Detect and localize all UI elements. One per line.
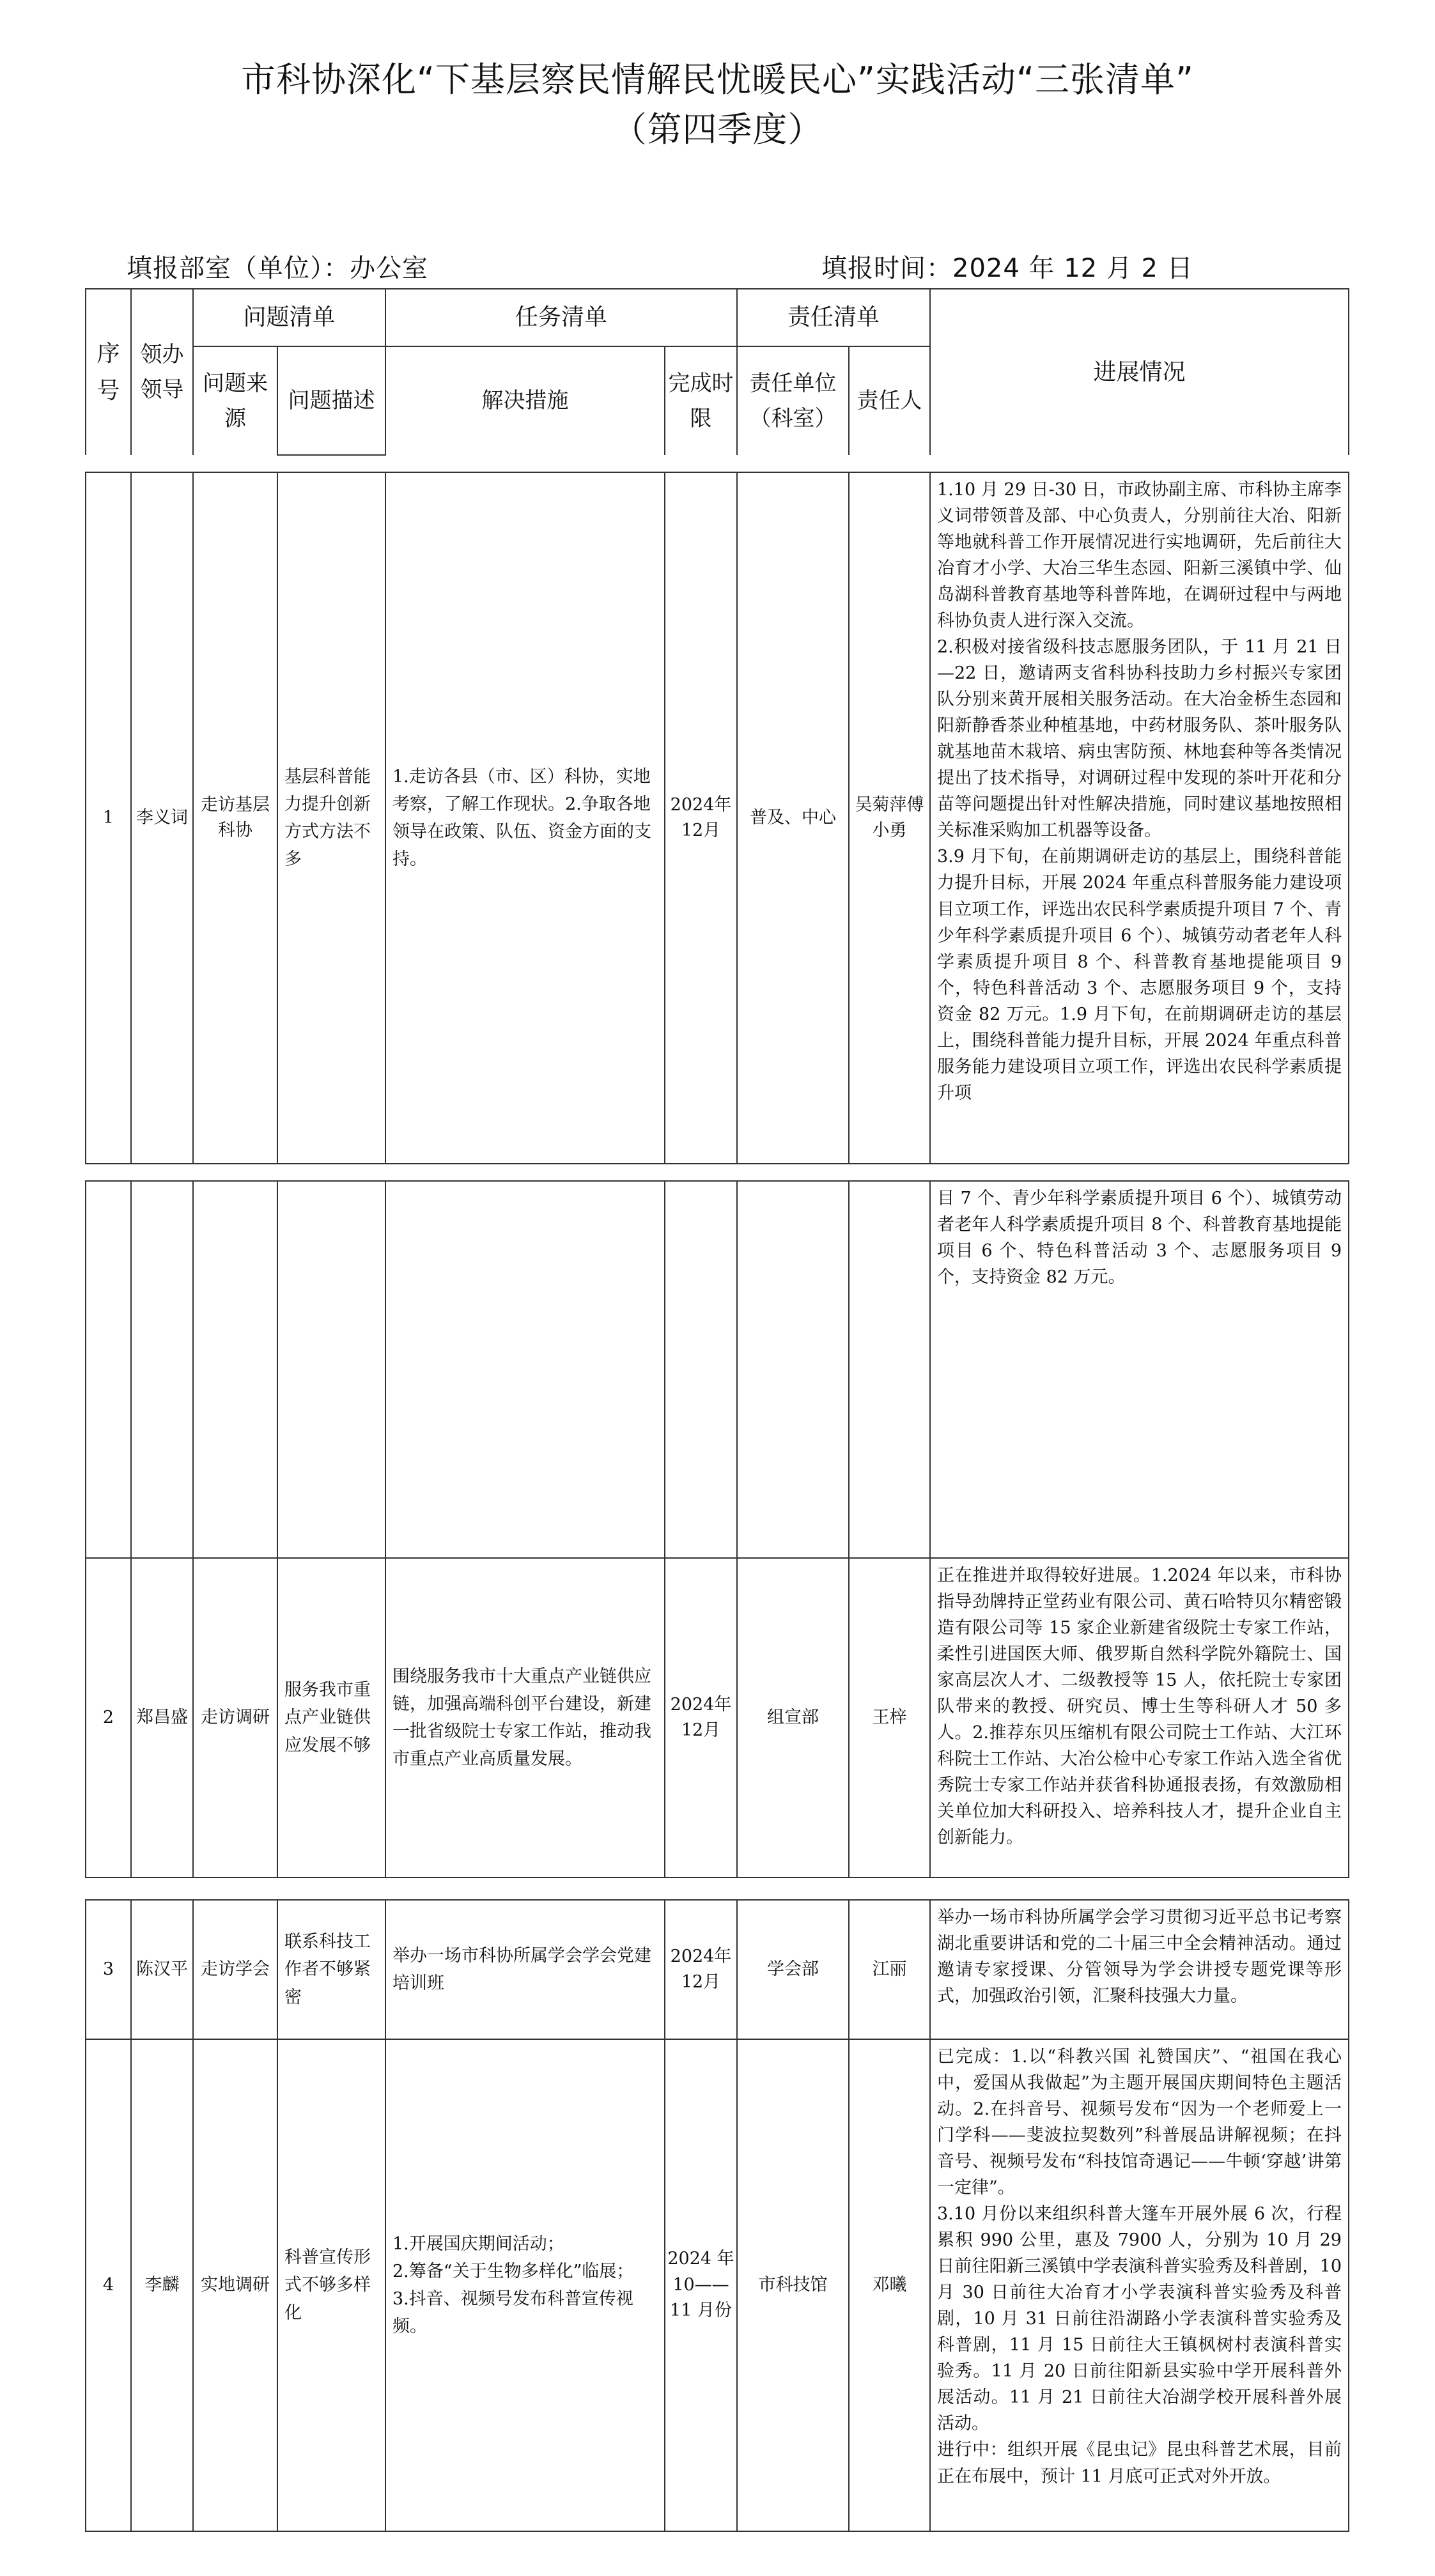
progress-item: 3.9 月下旬，在前期调研走访的基层上，围绕科普能力提升目标，开展 2024 年重点科普服务能力建设项目立项工作，评选出农民科学素质提升项目 7 个、青少年科学素质提升项目 6 个）、城镇劳动者老年人科学素质提升项目 8 个、科普教育基地提能项目 9 个，特色科普活动 3 个、志愿服务项目 9 个，支持资金 82 万元。1.9 月下旬，在前期调研走访的基层上，围绕科普能力提升目标，开展 2024 年重点科普服务能力建设项目立项工作，评选出农民科学素质提升项 [937,847,1342,1103]
row-source: 实地调研 [193,2039,277,2531]
row-2-table [85,1180,1349,1878]
row-progress: 举办一场市科协所属学会学习贯彻习近平总书记考察湖北重要讲话和党的二十届三中全会精神活动。通过邀请专家授课、分管领导为学会讲授专题党课等形式，加强政治引领，汇聚科技强大力量。 [930,1900,1349,2039]
solution-line: 1.开展国庆期间活动； [392,2233,564,2254]
header-progress: 进展情况 [930,289,1349,455]
progress-item: 1.10 月 29 日-30 日，市政协副主席、市科协主席李义词带领普及部、中心负责人，分别前往大冶、阳新等地就科普工作开展情况进行实地调研，先后前往大冶育才小学、大冶三华生态园、阳新三溪镇中学、仙岛湖科普教育基地等科普阵地，在调研过程中与两地科协负责人进行深入交流。 [937,480,1342,631]
header-responsibility-list: 责任清单 [737,289,930,346]
document-title: 市科协深化“下基层察民情解民忧暖民心”实践活动“三张清单” [241,59,1194,100]
table-row [86,2039,1349,2531]
table-row [86,1181,1349,1558]
row-solution: 1.走访各县（市、区）科协，实地考察，了解工作现状。2.争取各地领导在政策、队伍、资金方面的支持。 [385,472,665,1164]
department-field: 填报部室（单位）：办公室 [127,254,428,283]
solution-line: 3.抖音、视频号发布科普宣传视频。 [392,2289,633,2337]
row-solution [385,2039,665,2531]
date-field: 填报时间：2024 年 12 月 2 日 [821,254,1193,283]
header-problem-list: 问题清单 [193,289,385,346]
row-deadline: 2024 年10——11 月份 [665,2039,737,2531]
header-leader: 领办领导 [131,289,193,455]
row-progress-continued: 目 7 个、青少年科学素质提升项目 6 个）、城镇劳动者老年人科学素质提升项目 8 个、科普教育基地提能项目 6 个、特色科普活动 3 个、志愿服务项目 9 个，支持资金 82 万元。 [930,1181,1349,1558]
solution-line: 2.筹备“关于生物多样化”临展； [392,2261,634,2281]
row-desc: 科普宣传形式不够多样化 [277,2039,385,2531]
row-progress [930,472,1349,1164]
header-problem-desc: 问题描述 [277,346,385,455]
header-table [85,288,1349,456]
row-seq: 3 [86,1900,131,2039]
row-source: 走访调研 [193,1558,277,1878]
row-desc: 服务我市重点产业链供应发展不够 [277,1558,385,1878]
row-seq: 4 [86,2039,131,2531]
row-source: 走访学会 [193,1900,277,2039]
row-unit: 学会部 [737,1900,849,2039]
header-task-list: 任务清单 [385,289,737,346]
row-leader: 陈汉平 [131,1900,193,2039]
row-progress: 正在推进并取得较好进展。1.2024 年以来，市科协指导劲牌持正堂药业有限公司、黄石哈特贝尔精密锻造有限公司等 15 家企业新建省级院士专家工作站，柔性引进国医大师、俄罗斯自然科学院外籍院士、国家高层次人才、二级教授等 15 人，依托院士专家团队带来的教授、研究员、博士生等科研人才 50 多人。2.推荐东贝压缩机有限公司院士工作站、大江环科院士工作站、大冶公检中心专家工作站入选全省优秀院士专家工作站并获省科协通报表扬，有效激励相关单位加大科研投入、培养科技人才，提升企业自主创新能力。 [930,1558,1349,1878]
row-1-table [85,472,1349,1164]
row-unit: 市科技馆 [737,2039,849,2531]
header-solution: 解决措施 [385,346,665,455]
header-person: 责任人 [849,346,930,455]
header-problem-source: 问题来源 [193,346,277,455]
row-deadline: 2024年12月 [665,1900,737,2039]
progress-item: 3.10 月份以来组织科普大篷车开展外展 6 次，行程累积 990 公里，惠及 7900 人，分别为 10 月 29 日前往阳新三溪镇中学表演科普实验秀及科普剧，10 月 30 日前往大冶育才小学表演科普实验秀及科普剧，10 月 31 日前往沿湖路小学表演科普实验秀及科普剧，11 月 15 日前往大王镇枫树村表演科普实验秀。11 月 20 日前往阳新县实验中学开展科普外展活动。11 月 21 日前往大冶湖学校开展科普外展活动。 [937,2204,1342,2434]
progress-item: 已完成：1.以“科教兴国 礼赞国庆”、“祖国在我心中，爱国从我做起”为主题开展国庆期间特色主题活动。2.在抖音号、视频号发布“因为一个老师爱上一门学科——斐波拉契数列”科普展品讲解视频；在抖音号、视频号发布“科技馆奇遇记——牛顿‘穿越’讲第一定律”。 [937,2047,1342,2198]
document-subtitle: （第四季度） [612,109,823,150]
row-solution: 围绕服务我市十大重点产业链供应链，加强高端科创平台建设，新建一批省级院士专家工作站，推动我市重点产业高质量发展。 [385,1558,665,1878]
row-unit: 组宣部 [737,1558,849,1878]
row-person: 吴菊萍傅小勇 [849,472,930,1164]
row-person: 邓曦 [849,2039,930,2531]
table-row [86,1900,1349,2039]
header-seq: 序号 [86,289,131,455]
row-leader: 李麟 [131,2039,193,2531]
row-solution: 举办一场市科协所属学会学会党建培训班 [385,1900,665,2039]
row-source: 走访基层科协 [193,472,277,1164]
progress-item: 2.积极对接省级科技志愿服务团队，于 11 月 21 日—22 日，邀请两支省科协科技助力乡村振兴专家团队分别来黄开展相关服务活动。在大冶金桥生态园和阳新静香茶业种植基地，中药材服务队、茶叶服务队就基地苗木栽培、病虫害防预、林地套种等各类情况提出了技术指导，对调研过程中发现的茶叶开花和分苗等问题提出针对性解决措施，同时建议基地按照相关标准采购加工机器等设备。 [937,637,1342,841]
row-seq: 1 [86,472,131,1164]
row-desc: 基层科普能力提升创新方式方法不多 [277,472,385,1164]
table-row [86,1558,1349,1878]
row-seq: 2 [86,1558,131,1878]
row-unit: 普及、中心 [737,472,849,1164]
header-unit: 责任单位（科室） [737,346,849,455]
row-person: 王梓 [849,1558,930,1878]
progress-item: 进行中：组织开展《昆虫记》昆虫科普艺术展，目前正在布展中，预计 11 月底可正式对外开放。 [937,2440,1342,2487]
header-deadline: 完成时限 [665,346,737,455]
row-person: 江丽 [849,1900,930,2039]
row-3-table [85,1899,1349,2532]
row-leader: 李义词 [131,472,193,1164]
row-leader: 郑昌盛 [131,1558,193,1878]
row-desc: 联系科技工作者不够紧密 [277,1900,385,2039]
table-row [86,472,1349,1164]
row-deadline: 2024年12月 [665,1558,737,1878]
row-deadline: 2024年12月 [665,472,737,1164]
row-progress [930,2039,1349,2531]
